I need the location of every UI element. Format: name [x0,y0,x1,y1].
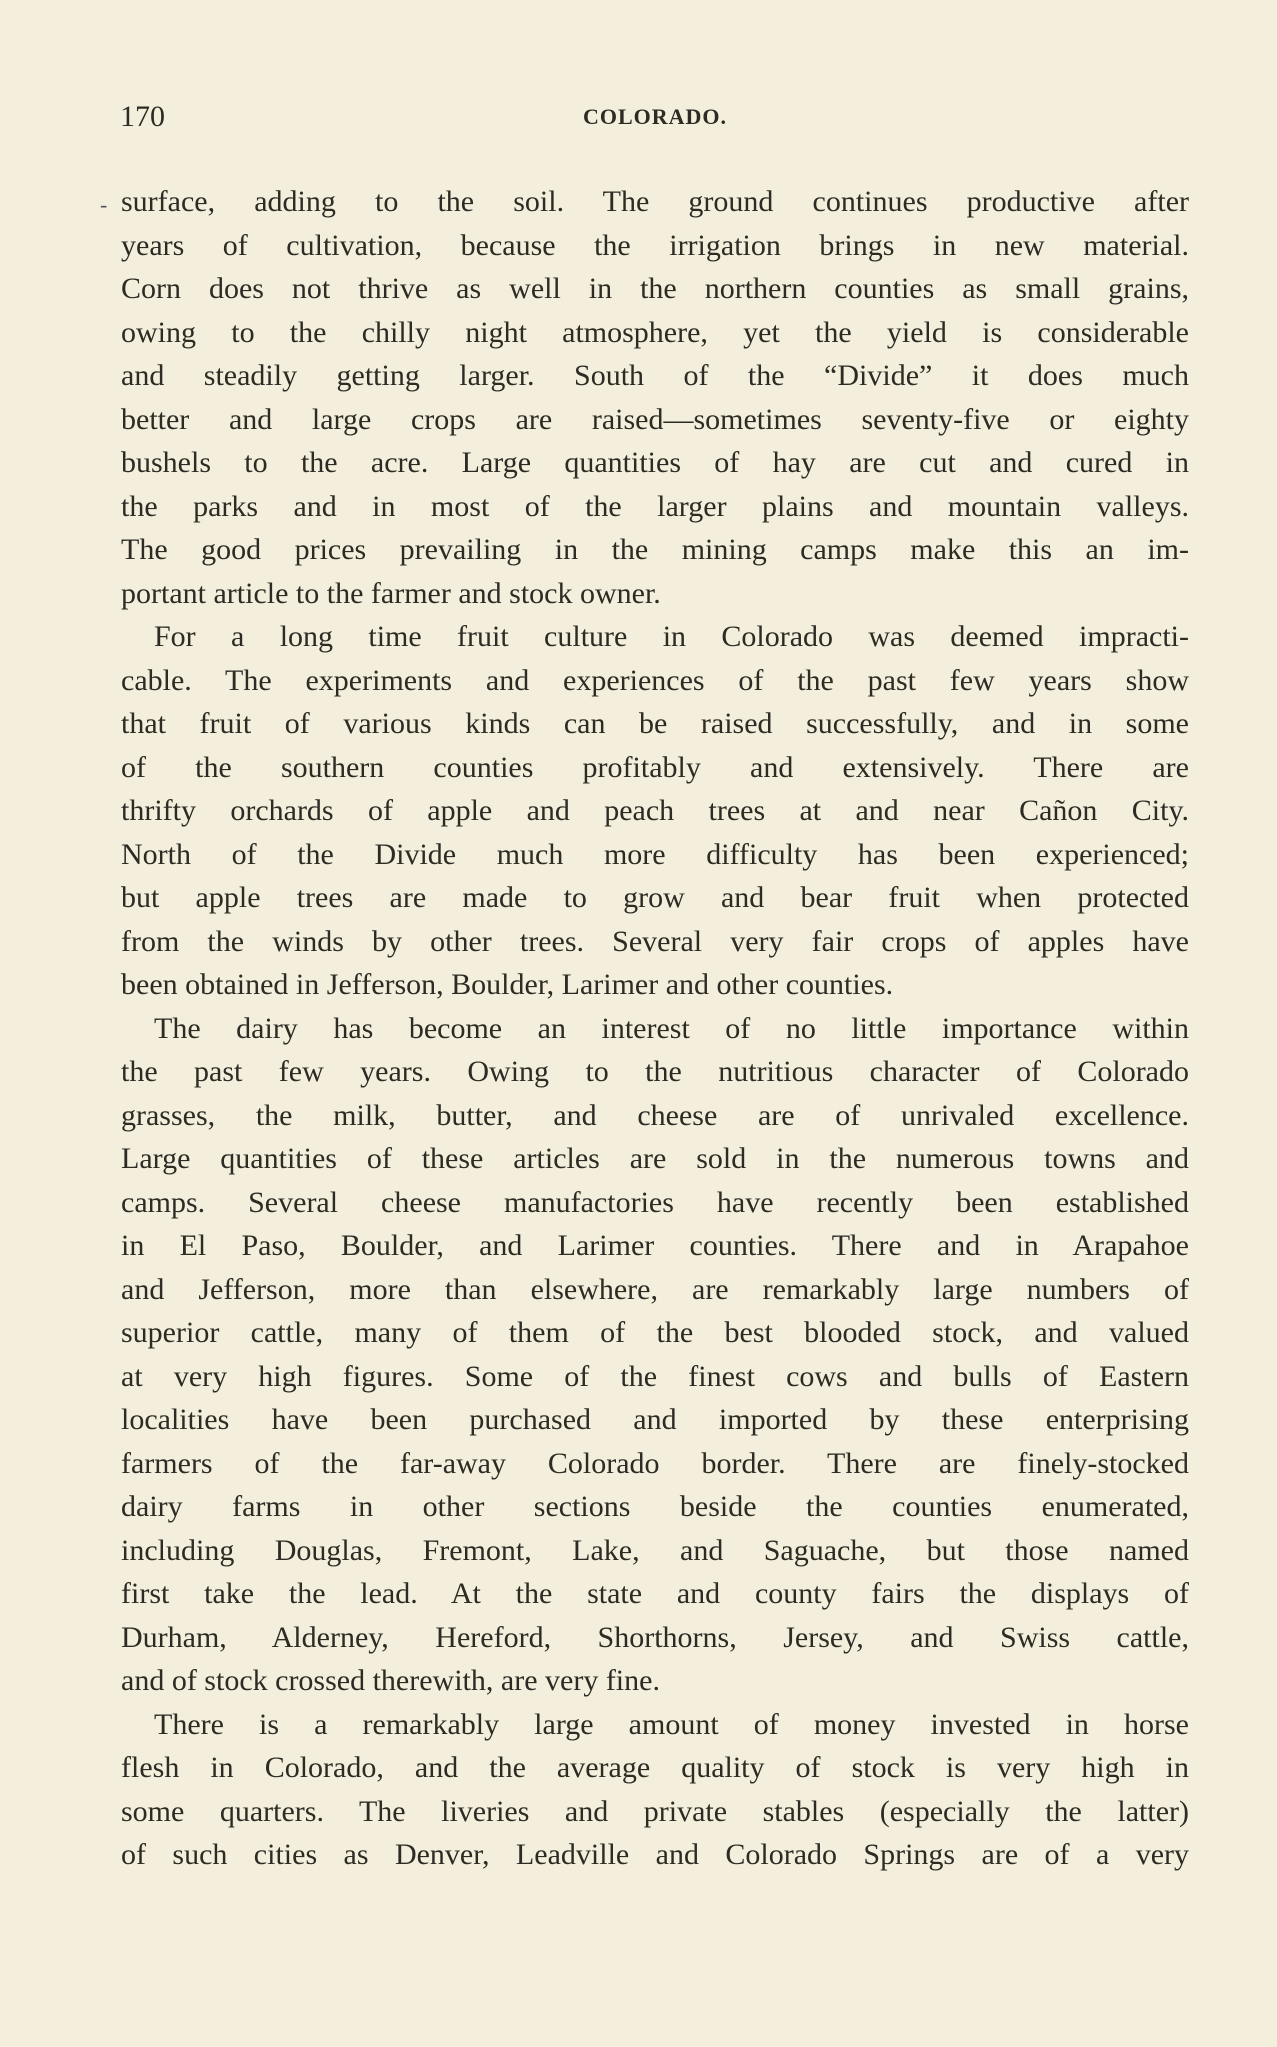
text-line: better and large crops are raised—sometimes seventy-five or eighty [121,402,1189,436]
body-text [121,180,1189,1877]
text-line: surface, adding to the soil. The ground continues productive after [121,185,1189,218]
text-line: Durham, Alderney, Hereford, Shorthorns, Jersey, and Swiss cattle, [121,1620,1189,1654]
paragraph [121,180,1189,615]
text-line: the past few years. Owing to the nutritious character of Colorado [121,1055,1189,1088]
text-line: and steadily getting larger. South of the “Divide” it does much [121,359,1189,392]
text-line: camps. Several cheese manufactories have recently been established [121,1185,1189,1219]
text-line: flesh in Colorado, and the average quality of stock is very high in [121,1751,1189,1784]
text-line: and of stock crossed therewith, are very fine. [121,1664,660,1697]
paragraph [121,615,1189,1007]
text-line: For a long time fruit culture in Colorado was deemed impracti- [154,620,1189,653]
text-line: years of cultivation, because the irrigation brings in new material. [121,228,1189,262]
text-line: owing to the chilly night atmosphere, yet the yield is considerable [121,315,1189,349]
text-line: superior cattle, many of them of the best blooded stock, and valued [121,1316,1189,1349]
text-line: at very high figures. Some of the finest cows and bulls of Eastern [121,1359,1189,1393]
text-line: been obtained in Jefferson, Boulder, Larimer and other counties. [121,968,894,1001]
text-line: North of the Divide much more difficulty has been experienced; [121,837,1189,871]
text-line: that fruit of various kinds can be raised successfully, and in some [121,707,1189,740]
text-line: of such cities as Denver, Leadville and Colorado Springs are of a very [121,1838,1189,1871]
text-line: portant article to the farmer and stock owner. [121,576,661,610]
text-line: including Douglas, Fremont, Lake, and Saguache, but those named [121,1533,1189,1567]
running-title: COLORADO. [582,104,728,129]
page-number: 170 [120,100,165,133]
text-line: The good prices prevailing in the mining camps make this an im- [121,533,1189,566]
text-line: bushels to the acre. Large quantities of hay are cut and cured in [121,446,1189,479]
paragraph [121,1007,1189,1703]
text-line: dairy farms in other sections beside the counties enumerated, [121,1490,1189,1523]
margin-mark: - [100,192,108,217]
text-line: The dairy has become an interest of no little importance within [154,1011,1189,1045]
text-line: Large quantities of these articles are sold in the numerous towns and [121,1142,1189,1175]
text-line: thrifty orchards of apple and peach trees at and near Cañon City. [121,794,1189,827]
text-line: from the winds by other trees. Several very fair crops of apples have [121,924,1189,958]
text-line: of the southern counties profitably and extensively. There are [121,750,1189,784]
text-line: cable. The experiments and experiences of the past few years show [121,663,1189,697]
text-line: farmers of the far-away Colorado border. There are finely-stocked [121,1446,1189,1480]
text-line: localities have been purchased and imported by these enterprising [121,1403,1189,1436]
text-line: and Jefferson, more than elsewhere, are remarkably large numbers of [121,1272,1189,1306]
text-line: in El Paso, Boulder, and Larimer counties. There and in Arapahoe [121,1229,1189,1262]
text-line: There is a remarkably large amount of money invested in horse [154,1707,1189,1741]
text-line: the parks and in most of the larger plains and mountain valleys. [121,489,1189,523]
paragraph [121,1703,1189,1877]
page-header [120,100,1190,140]
text-line: first take the lead. At the state and county fairs the displays of [121,1577,1189,1610]
text-line: Corn does not thrive as well in the northern counties as small grains, [121,272,1189,305]
text-line: some quarters. The liveries and private stables (especially the latter) [121,1794,1189,1828]
text-line: grasses, the milk, butter, and cheese are of unrivaled excellence. [121,1098,1189,1132]
text-line: but apple trees are made to grow and bear fruit when protected [121,881,1189,914]
